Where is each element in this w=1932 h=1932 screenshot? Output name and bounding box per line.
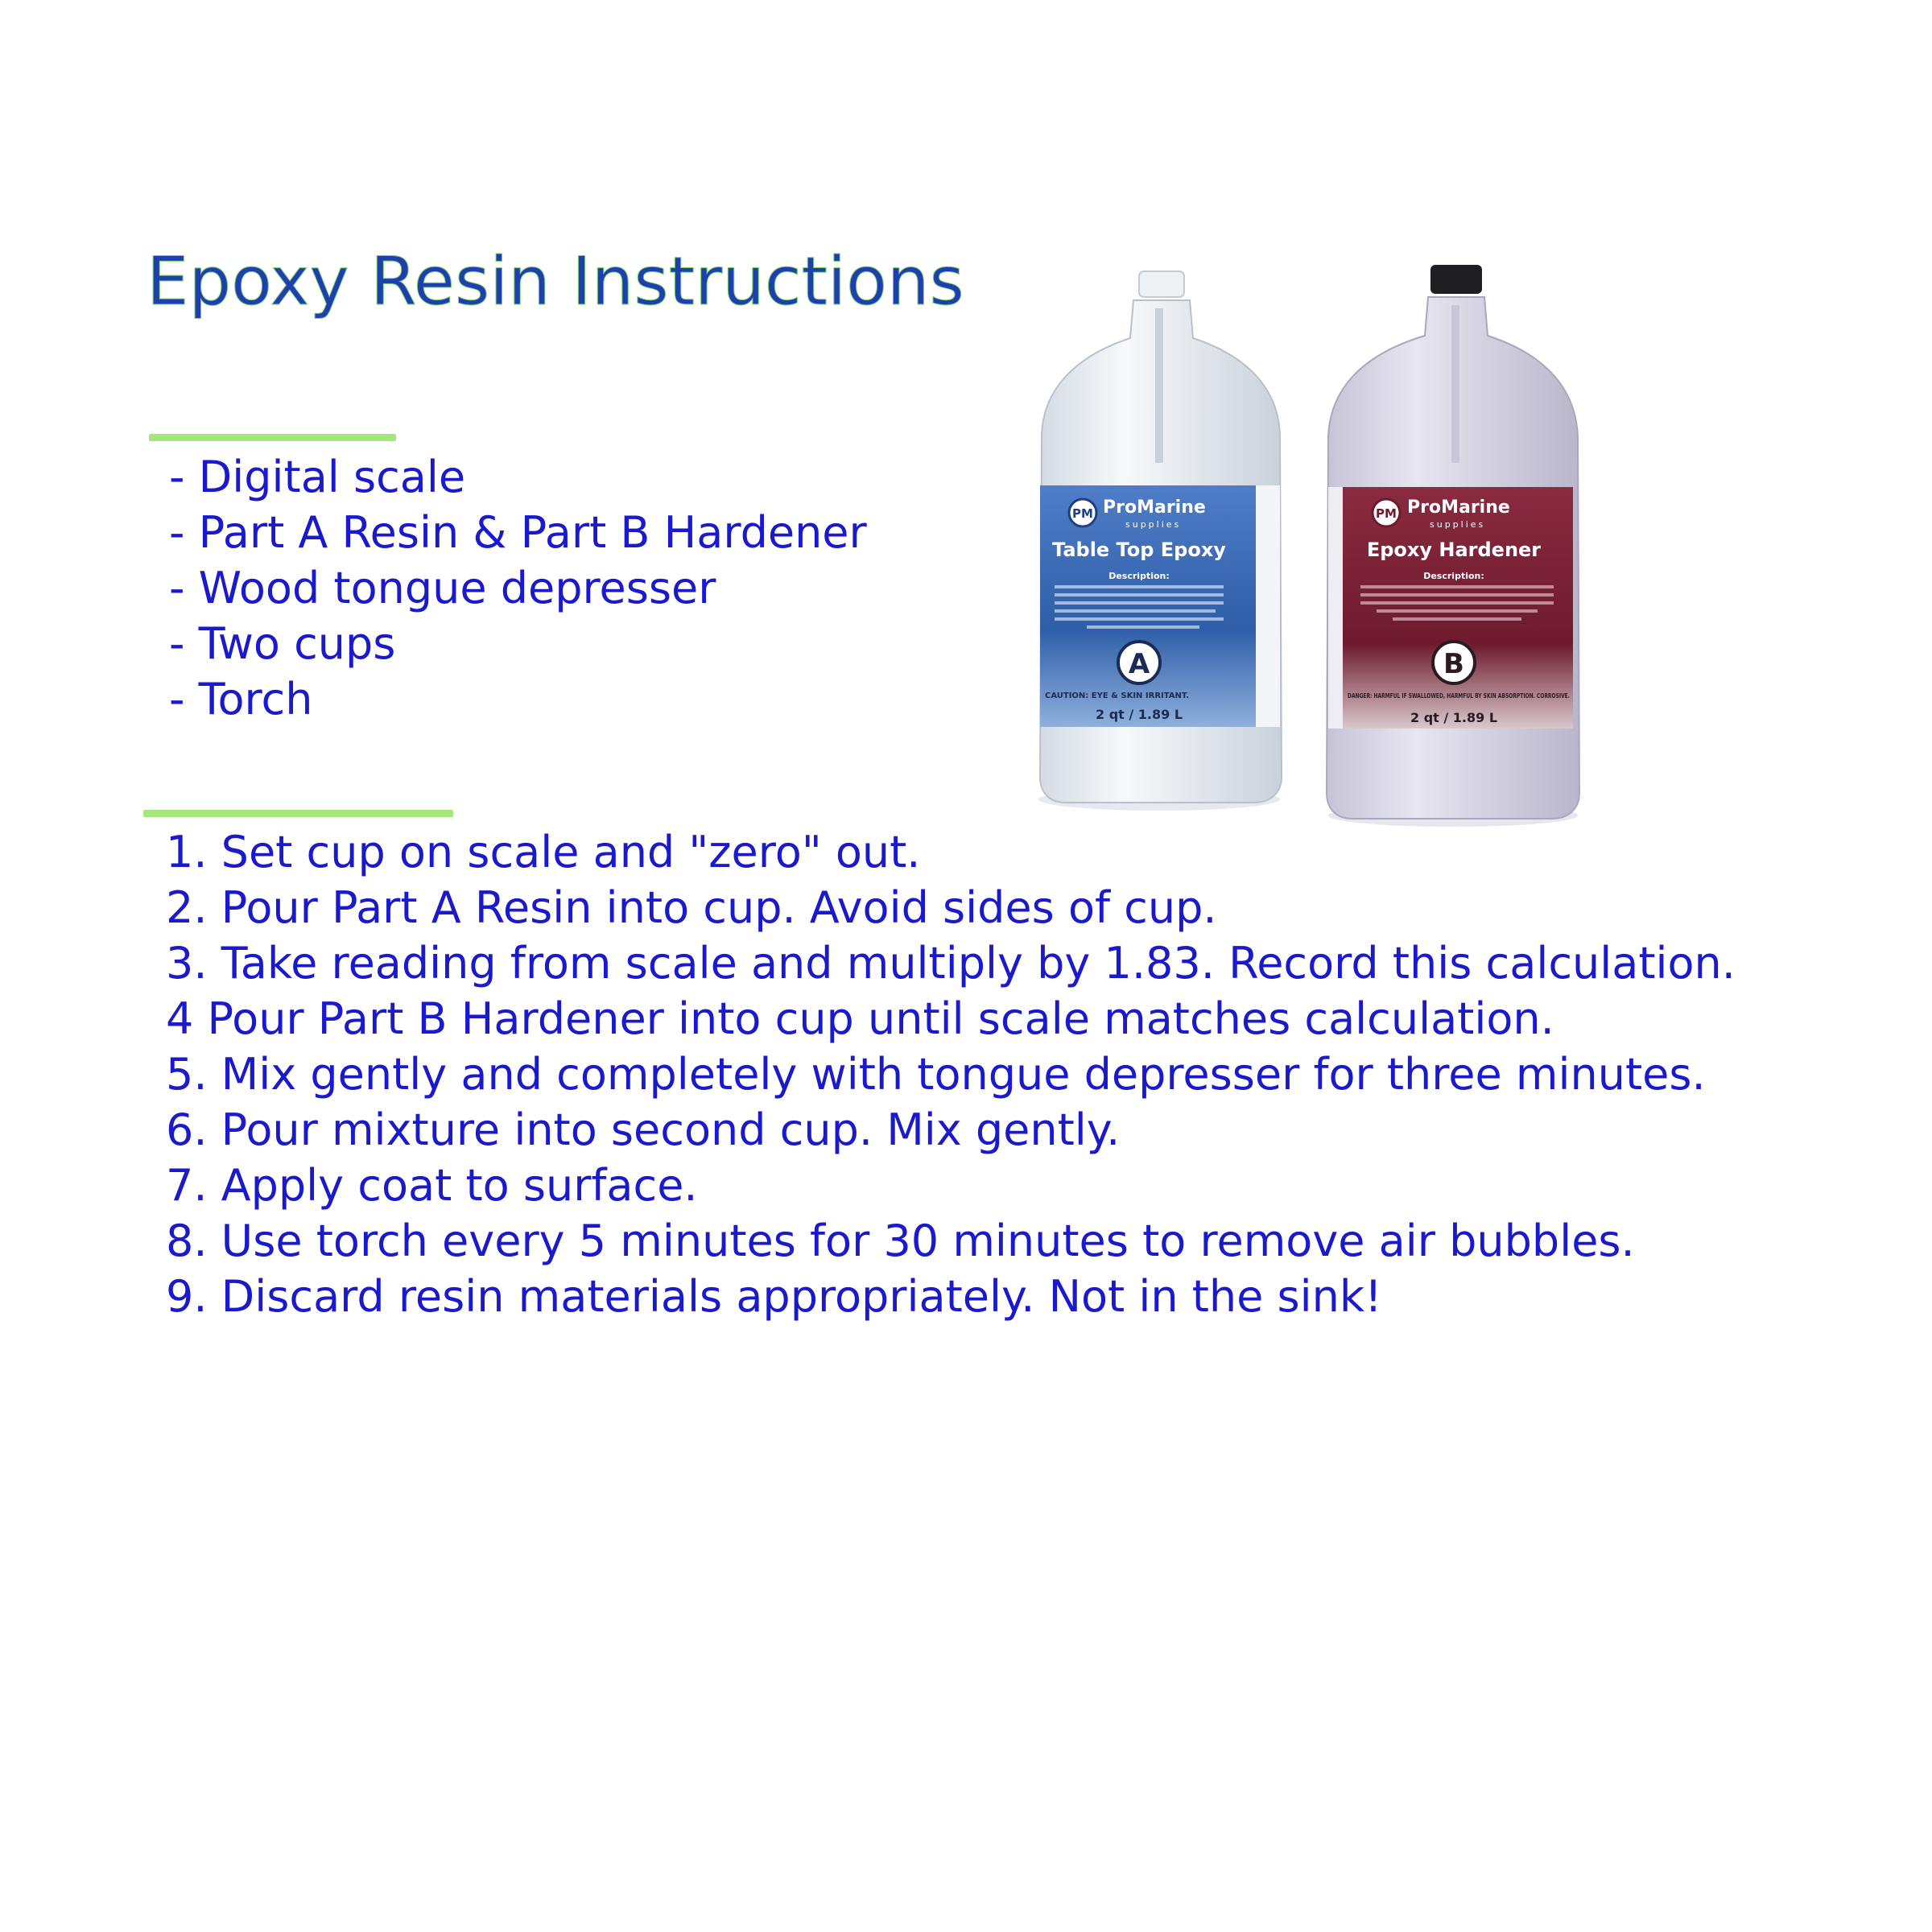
list-item: 6. Pour mixture into second cup. Mix gently. — [166, 1104, 1121, 1155]
brand-b: ProMarine — [1407, 497, 1510, 518]
description-heading-a: Description: — [1108, 571, 1170, 581]
product-b: Epoxy Hardener — [1366, 539, 1542, 561]
part-letter-a: A — [1128, 648, 1150, 680]
list-item: - Wood tongue depresser — [169, 563, 716, 613]
warning-b: DANGER: HARMFUL IF SWALLOWED, HARMFUL BY SKIN ABSORPTION. CORROSIVE. — [1348, 692, 1570, 700]
brand-sub-a: supplies — [1125, 519, 1182, 530]
product-a: Table Top Epoxy — [1052, 539, 1226, 561]
list-item: 9. Discard resin materials appropriately. Not in the sink! — [166, 1271, 1382, 1322]
volume-b: 2 qt / 1.89 L — [1410, 710, 1498, 725]
materials-divider — [149, 434, 396, 441]
list-item: 5. Mix gently and completely with tongue depresser for three minutes. — [166, 1049, 1706, 1100]
description-heading-b: Description: — [1423, 571, 1484, 581]
logo-b: PM — [1376, 506, 1397, 521]
list-item: 2. Pour Part A Resin into cup. Avoid sides of cup. — [166, 882, 1217, 933]
materials-list — [169, 449, 867, 727]
list-item: 7. Apply coat to surface. — [166, 1160, 698, 1211]
list-item: - Part A Resin & Part B Hardener — [169, 507, 867, 558]
list-item: 3. Take reading from scale and multiply by 1.83. Record this calculation. — [166, 938, 1736, 989]
brand-a: ProMarine — [1103, 497, 1206, 518]
volume-a: 2 qt / 1.89 L — [1095, 707, 1183, 722]
warning-a: CAUTION: EYE & SKIN IRRITANT. — [1045, 691, 1189, 700]
logo-a: PM — [1072, 506, 1093, 521]
bottle-a — [1038, 271, 1282, 811]
list-item: 4 Pour Part B Hardener into cup until scale matches calculation. — [166, 993, 1554, 1044]
steps-list — [166, 824, 1736, 1324]
brand-sub-b: supplies — [1430, 519, 1486, 530]
part-letter-b: B — [1443, 648, 1464, 680]
list-item: - Digital scale — [169, 452, 466, 502]
list-item: 1. Set cup on scale and "zero" out. — [166, 827, 921, 877]
steps-divider — [143, 810, 453, 817]
list-item: - Torch — [169, 674, 313, 724]
list-item: 8. Use torch every 5 minutes for 30 minutes to remove air bubbles. — [166, 1216, 1635, 1266]
bottle-b — [1327, 265, 1579, 827]
page-title: Epoxy Resin Instructions — [147, 242, 964, 320]
product-photo — [1038, 262, 1586, 825]
list-item: - Two cups — [169, 618, 396, 669]
